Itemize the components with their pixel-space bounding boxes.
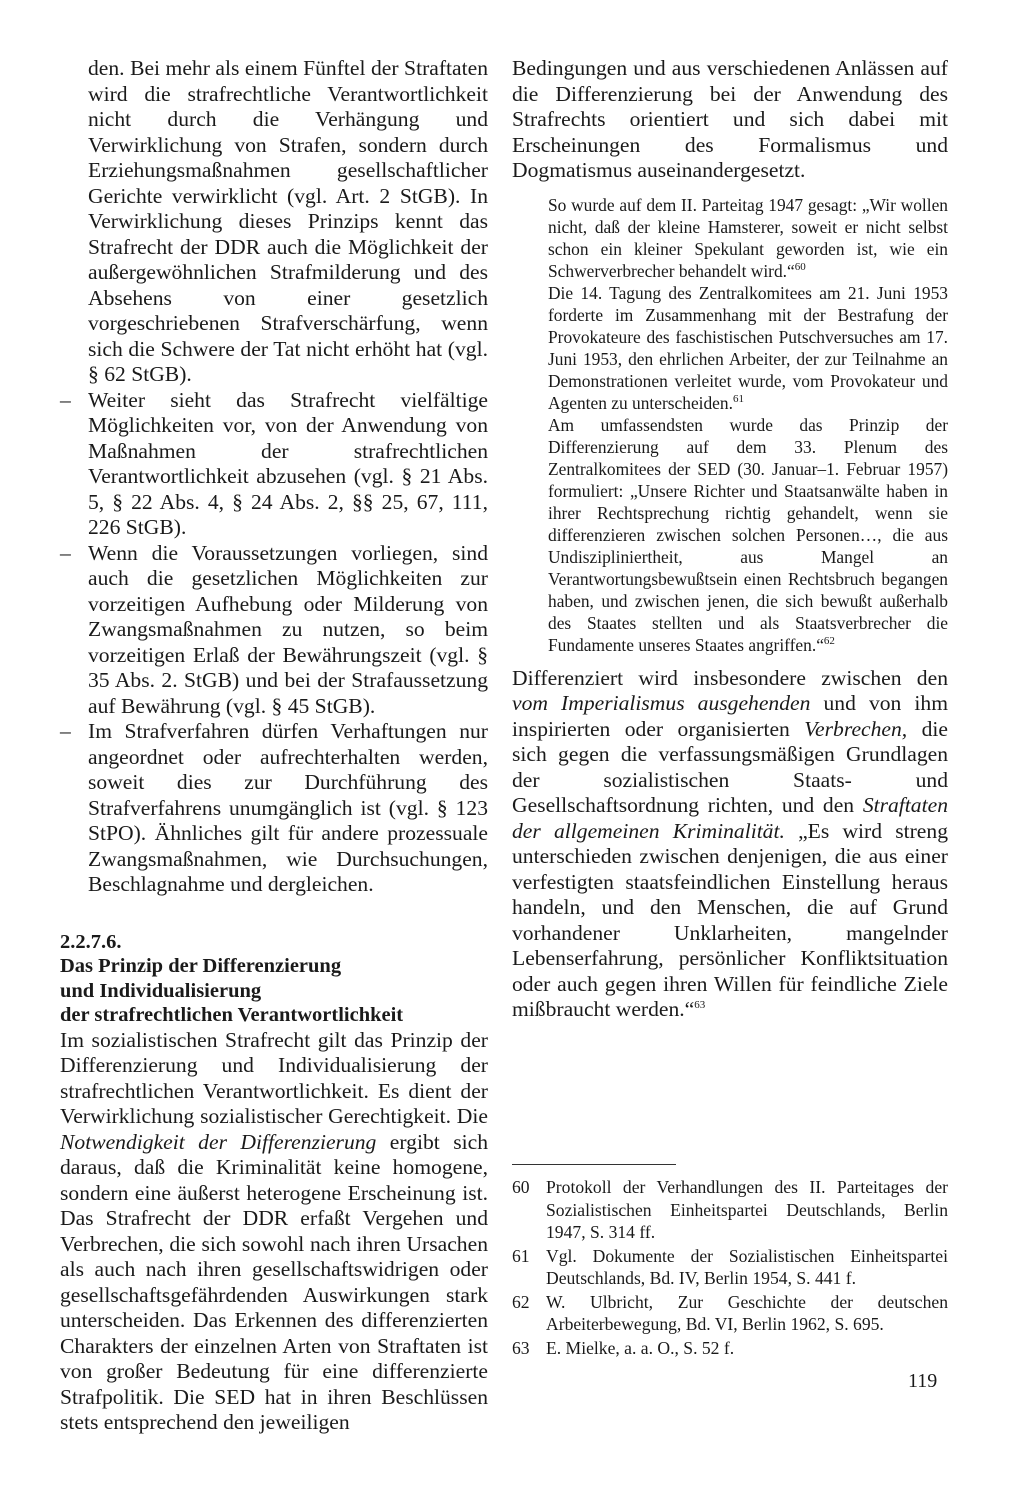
- footnote-ref: 60: [794, 260, 806, 273]
- quote-block: [548, 194, 948, 656]
- list-item-text: Weiter sieht das Strafrecht vielfältige Möglichkeiten vor, von der Anwendung von Maßnahmen der strafrechtlichen Verantwortlichkeit abzusehen (vgl. § 21 Abs. 5, § 22 Abs. 4, § 24 Abs. 2, §§ 25, 67, 111, 226 StGB).: [88, 387, 488, 539]
- italic-phrase: Verbrechen,: [804, 716, 908, 741]
- section-title-line: der strafrechtlichen Verantwortlichkeit: [60, 1004, 404, 1026]
- footnote-text: Protokoll der Verhandlungen des II. Parteitages der Sozialistischen Einheitspartei Deutschlands, Berlin 1947, S. 314 ff.: [546, 1177, 948, 1242]
- text-run: Im sozialistischen Strafrecht gilt das Prinzip der Differenzierung und Individualisierung der strafrechtlichen Verantwortlichkeit. Es dient der Verwirklichung sozialistischer Gerechtigkeit. Die: [60, 1027, 488, 1128]
- footnote-number: 63: [512, 1337, 530, 1358]
- footnote-number: 61: [512, 1245, 530, 1266]
- footnote-text: W. Ulbricht, Zur Geschichte der deutschen Arbeiterbewegung, Bd. VI, Berlin 1962, S. 695.: [546, 1291, 948, 1334]
- list-item-text: Im Strafverfahren dürfen Verhaftungen nur angeordnet oder aufrechterhalten werden, soweit dies zur Durchführung des Strafverfahrens unumgänglich ist (vgl. § 123 StPO). Ähnliches gilt für andere prozessuale Zwangsmaßnahmen, wie Durchsuchungen, Beschlagnahme und dergleichen.: [88, 719, 488, 896]
- dash-marker: –: [60, 387, 71, 412]
- footnote: [512, 1337, 948, 1360]
- quote-paragraph: [548, 194, 948, 282]
- italic-phrase: Notwendigkeit der Differenzierung: [60, 1129, 377, 1154]
- italic-phrase: Straftaten der allgemeinen Kriminalität.: [512, 793, 948, 843]
- differentiation-paragraph: [512, 666, 948, 1023]
- quote-text: So wurde auf dem II. Parteitag 1947 gesagt: „Wir wollen nicht, daß der kleine Hamsterer, soweit er nicht selbst schon ein kleiner Spekulant geworden ist, wie ein Schwerverbrecher behandelt wird.“: [548, 194, 948, 281]
- italic-phrase: vom Imperialismus ausgehenden: [512, 691, 811, 715]
- footnote: [512, 1245, 948, 1290]
- right-column: [512, 56, 948, 1023]
- footnote-ref: 61: [732, 392, 744, 405]
- footnote-ref: 62: [823, 634, 835, 647]
- footnote-ref: 63: [694, 998, 706, 1011]
- list-item-text: Wenn die Voraussetzungen vorliegen, sind auch die gesetzlichen Möglichkeiten zur vorzeitigen Aufhebung oder Milderung von Zwangsmaßnahmen zu nutzen, so beim vorzeitigen Erlaß der Bewährungszeit (vgl. § 35 Abs. 2. StGB) und bei der Strafaussetzung auf Bewährung (vgl. § 45 StGB).: [88, 540, 488, 718]
- footnote-number: 60: [512, 1177, 530, 1197]
- text-run: „Es wird streng unterschieden zwischen denjenigen, die aus einer verfestigten staatsfeindlichen Einstellung heraus handeln, und den Menschen, die auf Grund vorhandener Unklarheiten, mangelnder Lebenserfahrung, persönlicher Konfliktsituation oder auch gegen ihren Willen für feindliche Ziele mißbraucht werden.“: [512, 818, 948, 1021]
- section-heading: [60, 930, 488, 1028]
- continuation-paragraph: Bedingungen und aus verschiedenen Anlässen auf die Differenzierung bei der Anwendung des Strafrechts orientiert und sich dabei mit Erscheinungen des Formalismus und Dogmatismus auseinandergesetzt.: [512, 56, 948, 182]
- footnote: [512, 1176, 948, 1244]
- quote-paragraph: [548, 414, 948, 656]
- list-item: [60, 719, 488, 898]
- section-title-line: und Individualisierung: [60, 979, 262, 1002]
- text-run: ergibt sich daraus, daß die Kriminalität keine homogene, sondern eine äußerst heterogene Erscheinung ist. Das Strafrecht der DDR erfaßt Vergehen und Verbrechen, die sich sowohl nach ihren Ursachen als auch nach ihren gesellschaftswidrigen oder gesellschaftsgefährdenden Auswirkungen stark unterscheiden. Das Erkennen des differenzierten Charakters der einzelnen Arten von Straftaten ist von großer Bedeutung für eine differenzierte Strafpolitik. Die SED hat in ihren Beschlüssen stets entsprechend den jeweiligen: [60, 1129, 488, 1434]
- quote-text: Die 14. Tagung des Zentralkomitees am 21. Juni 1953 forderte im Zusammenhang mit der Bestrafung der Provokateure des faschistischen Putschversuches am 17. Juni 1953, den ehrlichen Arbeiter, der zur Teilnahme an Demonstrationen verleitet wurde, vom Provokateur und Agenten zu unterscheiden.: [548, 282, 948, 413]
- text-run: und von ihm inspirierten oder organisierten: [512, 691, 948, 741]
- dash-marker: –: [60, 540, 71, 565]
- section-paragraph: [60, 1028, 488, 1436]
- footnote-number: 62: [512, 1291, 530, 1312]
- list-item: [60, 388, 488, 541]
- footnote-text: E. Mielke, a. a. O., S. 52 f.: [546, 1337, 735, 1358]
- left-column: [60, 56, 488, 1436]
- footnote-divider: [512, 1164, 676, 1165]
- list-item: [60, 541, 488, 720]
- quote-text: Am umfassendsten wurde das Prinzip der Differenzierung auf dem 33. Plenum des Zentralkomitees der SED (30. Januar–1. Februar 1957) formuliert: „Unsere Richter und Staatsanwälte haben in ihrer Rechtsprechung richtig gehandelt, wenn sie differenzieren zwischen solchen Personen…, die aus Undiszipliniertheit, aus Mangel an Verantwortungsbewußtsein einen Rechtsbruch begangen haben, und zwischen jenen, die sich bewußt außerhalb des Staates stellten und als Staatsverbrecher die Fundamente unseres Staates angriffen.“: [548, 414, 948, 655]
- intro-paragraph: den. Bei mehr als einem Fünftel der Straftaten wird die strafrechtliche Verantwortlichkeit nicht durch die Verhängung und Verwirklichung von Strafen, sondern durch Erziehungsmaßnahmen gesellschaftlicher Gerichte verwirklicht (vgl. Art. 2 StGB). In Verwirklichung dieses Prinzips kennt das Strafrecht der DDR auch die Möglichkeit der außergewöhnlichen Strafmilderung und des Absehens von einer gesetzlich vorgeschriebenen Strafverschärfung, wenn sich die Schwere der Tat nicht erhöht hat (vgl. § 62 StGB).: [88, 56, 488, 386]
- section-title-line: Das Prinzip der Differenzierung: [60, 955, 342, 977]
- text-run: Differenziert wird insbesondere zwischen den: [512, 665, 948, 690]
- footnote-text: Vgl. Dokumente der Sozialistischen Einheitspartei Deutschlands, Bd. IV, Berlin 1954, S. 441 f.: [546, 1245, 948, 1288]
- section-number: 2.2.7.6.: [60, 930, 122, 953]
- dash-list: [60, 388, 488, 898]
- dash-marker: –: [60, 719, 71, 743]
- page-number: 119: [908, 1370, 938, 1392]
- footnote: [512, 1291, 948, 1336]
- text-run: die sich gegen die verfassungsmäßigen Grundlagen der sozialistischen Staats- und Gesellschaftsordnung richten, und den: [512, 716, 948, 817]
- footnotes: [512, 1176, 948, 1360]
- quote-paragraph: [548, 282, 948, 414]
